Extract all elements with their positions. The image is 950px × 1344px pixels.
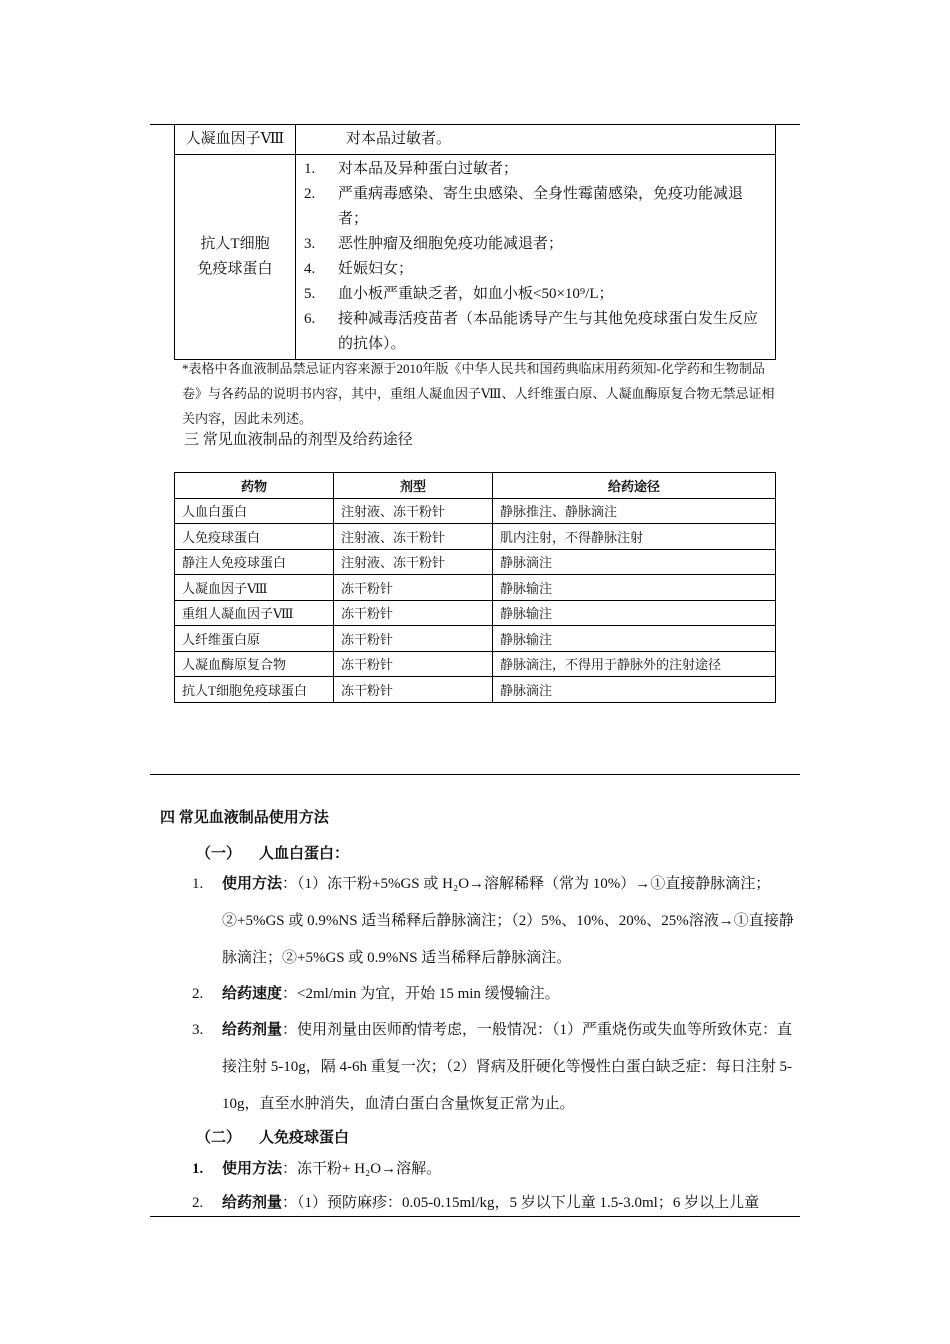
list-item: 1. 使用方法：（1）冻干粉+5%GS 或 H₂O→溶解稀释（常为 10%）→①直接静脉滴注；②+5%GS 或 0.9%NS 适当稀释后静脉滴注；（2）5%、10%、20%、25%溶液→①直接静脉滴注；②+5%GS 或 0.9%NS 适当稀释后静脉滴注。: [192, 876, 794, 966]
table-header-row: [175, 473, 776, 499]
section-heading: 三 常见血液制品的剂型及给药途径: [184, 432, 413, 448]
list-item: 6. 接种减毒活疫苗者（本品能诱导产生与其他免疫球蛋白发生反应的抗体）。: [304, 311, 759, 352]
drug-cell: 人凝血因子Ⅷ: [175, 125, 296, 155]
table-row: 人免疫球蛋白 注射液、冻干粉针 肌内注射，不得静脉注射: [175, 524, 776, 550]
list-item: 4. 妊娠妇女；: [304, 261, 414, 277]
table-footnote: *表格中各血液制品禁忌证内容来源于2010年版《中华人民共和国药典临床用药须知-化学药和生物制品卷》与各药品的说明书内容，其中，重组人凝血因子Ⅷ、人纤维蛋白原、人凝血酶原复合物无禁忌证相关内容，因此未列述。: [182, 361, 775, 426]
table-row: 人纤维蛋白原 冻干粉针 静脉输注: [175, 626, 776, 652]
list-item: 2. 给药剂量：（1）预防麻疹：0.05-0.15ml/kg，5 岁以下儿童 1.5-3.0ml；6 岁以上儿童: [192, 1195, 760, 1211]
column-header: 药物: [175, 473, 334, 499]
table-row: 静注人免疫球蛋白 注射液、冻干粉针 静脉滴注: [175, 549, 776, 575]
drug-cell: 抗人T细胞 免疫球蛋白: [175, 155, 296, 360]
subsection-heading: （二） 人免疫球蛋白: [196, 1130, 350, 1146]
contra-cell: [296, 155, 776, 360]
list-item: 1. 对本品及异种蛋白过敏者；: [304, 161, 519, 177]
table-row: 重组人凝血因子Ⅷ 冻干粉针 静脉输注: [175, 600, 776, 626]
table-row: 抗人T细胞免疫球蛋白 冻干粉针 静脉滴注: [175, 677, 776, 703]
list-item: 3. 给药剂量：使用剂量由医师酌情考虑，一般情况：（1）严重烧伤或失血等所致休克：直接注射 5-10g，隔 4-6h 重复一次；（2）肾病及肝硬化等慢性白蛋白缺乏症：每日注射 5-10g，直至水肿消失，血清白蛋白含量恢复正常为止。: [192, 1022, 793, 1112]
page-break-rule: [150, 774, 800, 775]
table-row: [175, 155, 776, 360]
bottom-rule: [150, 1216, 800, 1217]
list-item: 1. 使用方法：冻干粉+ H₂O→溶解。: [192, 1161, 442, 1177]
table-row: [175, 125, 776, 155]
list-item: 2. 严重病毒感染、寄生虫感染、全身性霉菌感染，免疫功能减退者；: [304, 186, 744, 227]
contra-cell: 对本品过敏者。: [296, 125, 776, 155]
list-item: 5. 血小板严重缺乏者，如血小板<50×10⁹/L；: [304, 286, 614, 302]
dosage-form-table: [174, 472, 776, 703]
table-row: 人血白蛋白 注射液、冻干粉针 静脉推注、静脉滴注: [175, 498, 776, 524]
subsection-heading: （一） 人血白蛋白：: [196, 846, 350, 862]
section-heading: 四 常见血液制品使用方法: [160, 810, 329, 826]
contraindication-table: [174, 124, 776, 360]
column-header: 给药途径: [493, 473, 776, 499]
table-row: 人凝血因子Ⅷ 冻干粉针 静脉输注: [175, 575, 776, 601]
list-item: 3. 恶性肿瘤及细胞免疫功能减退者；: [304, 236, 564, 252]
column-header: 剂型: [334, 473, 493, 499]
list-item: 2. 给药速度：<2ml/min 为宜，开始 15 min 缓慢输注。: [192, 986, 560, 1002]
table-row: 人凝血酶原复合物 冻干粉针 静脉滴注，不得用于静脉外的注射途径: [175, 651, 776, 677]
